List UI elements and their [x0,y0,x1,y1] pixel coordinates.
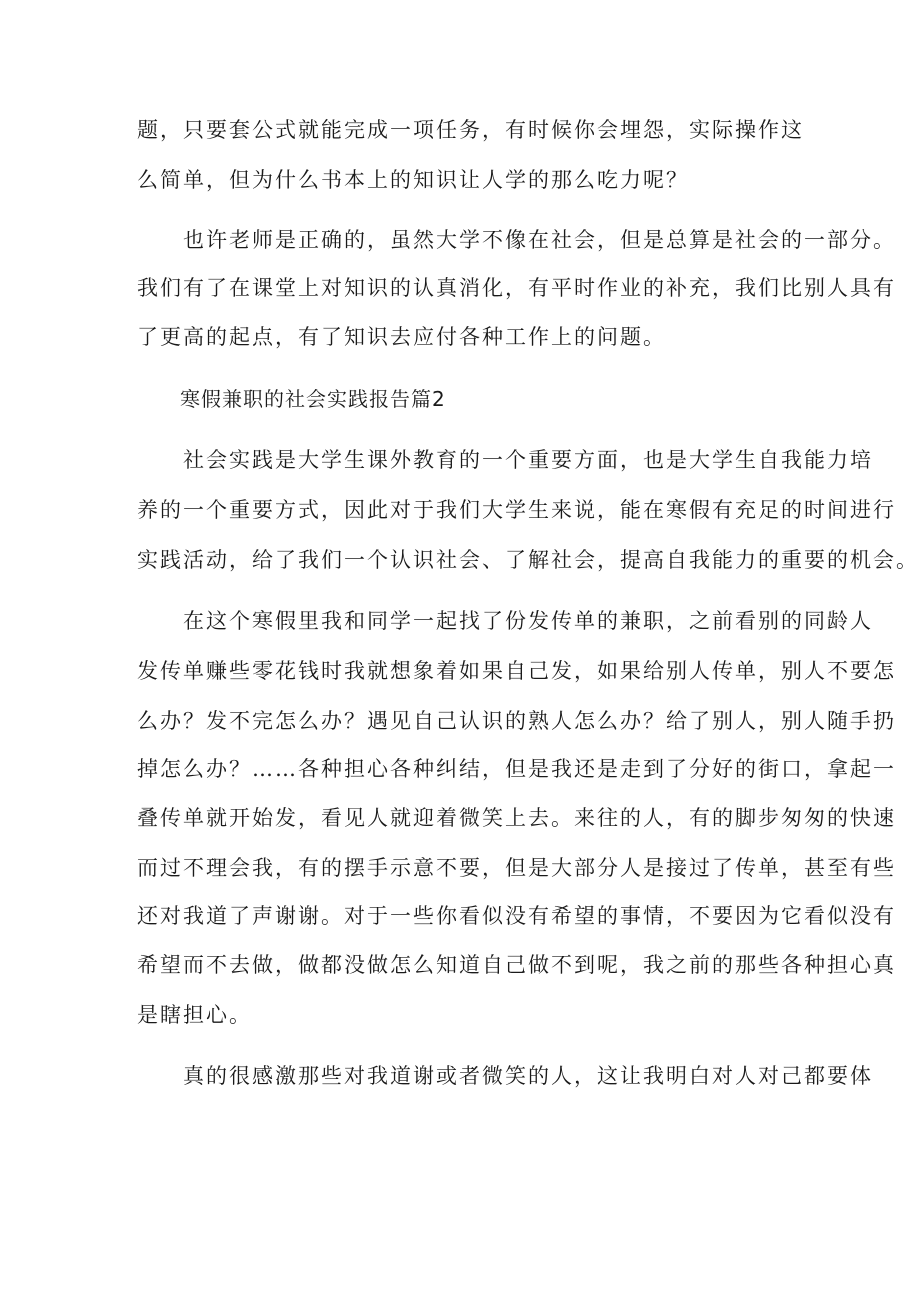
paragraph-line-4: 我们有了在课堂上对知识的认真消化，有平时作业的补充，我们比别人具有 [137,276,896,300]
paragraph-line-5: 了更高的起点，有了知识去应付各种工作上的问题。 [137,325,666,349]
section-heading: 寒假兼职的社会实践报告篇2 [180,387,446,411]
paragraph-line-17: 是瞎担心。 [137,1003,252,1027]
paragraph-line-18: 真的很感激那些对我道谢或者微笑的人，这让我明白对人对己都要体 [137,1064,873,1088]
paragraph-line-11: 么办？发不完怎么办？遇见自己认识的熟人怎么办？给了别人，别人随手扔 [137,709,896,733]
paragraph-line-7: 养的一个重要方式，因此对于我们大学生来说，能在寒假有充足的时间进行 [137,498,896,522]
paragraph-line-1: 题，只要套公式就能完成一项任务，有时候你会埋怨，实际操作这 [137,118,804,142]
paragraph-line-6: 社会实践是大学生课外教育的一个重要方面，也是大学生自我能力培 [137,448,873,472]
paragraph-line-3: 也许老师是正确的，虽然大学不像在社会，但是总算是社会的一部分。 [137,228,896,252]
paragraph-line-14: 而过不理会我，有的摆手示意不要，但是大部分人是接过了传单，甚至有些 [137,856,896,880]
paragraph-line-16: 希望而不去做，做都没做怎么知道自己做不到呢，我之前的那些各种担心真 [137,953,896,977]
paragraph-line-13: 叠传单就开始发，看见人就迎着微笑上去。来往的人，有的脚步匆匆的快速 [137,806,896,830]
paragraph-line-2: 么简单，但为什么书本上的知识让人学的那么吃力呢？ [137,168,689,192]
paragraph-line-15: 还对我道了声谢谢。对于一些你看似没有希望的事情，不要因为它看似没有 [137,904,896,928]
paragraph-line-8: 实践活动，给了我们一个认识社会、了解社会，提高自我能力的重要的机会。 [137,548,919,572]
paragraph-line-9: 在这个寒假里我和同学一起找了份发传单的兼职，之前看别的同龄人 [137,609,873,633]
paragraph-line-10: 发传单赚些零花钱时我就想象着如果自己发，如果给别人传单，别人不要怎 [137,659,896,683]
paragraph-line-12: 掉怎么办？……各种担心各种纠结，但是我还是走到了分好的街口，拿起一 [137,757,896,781]
